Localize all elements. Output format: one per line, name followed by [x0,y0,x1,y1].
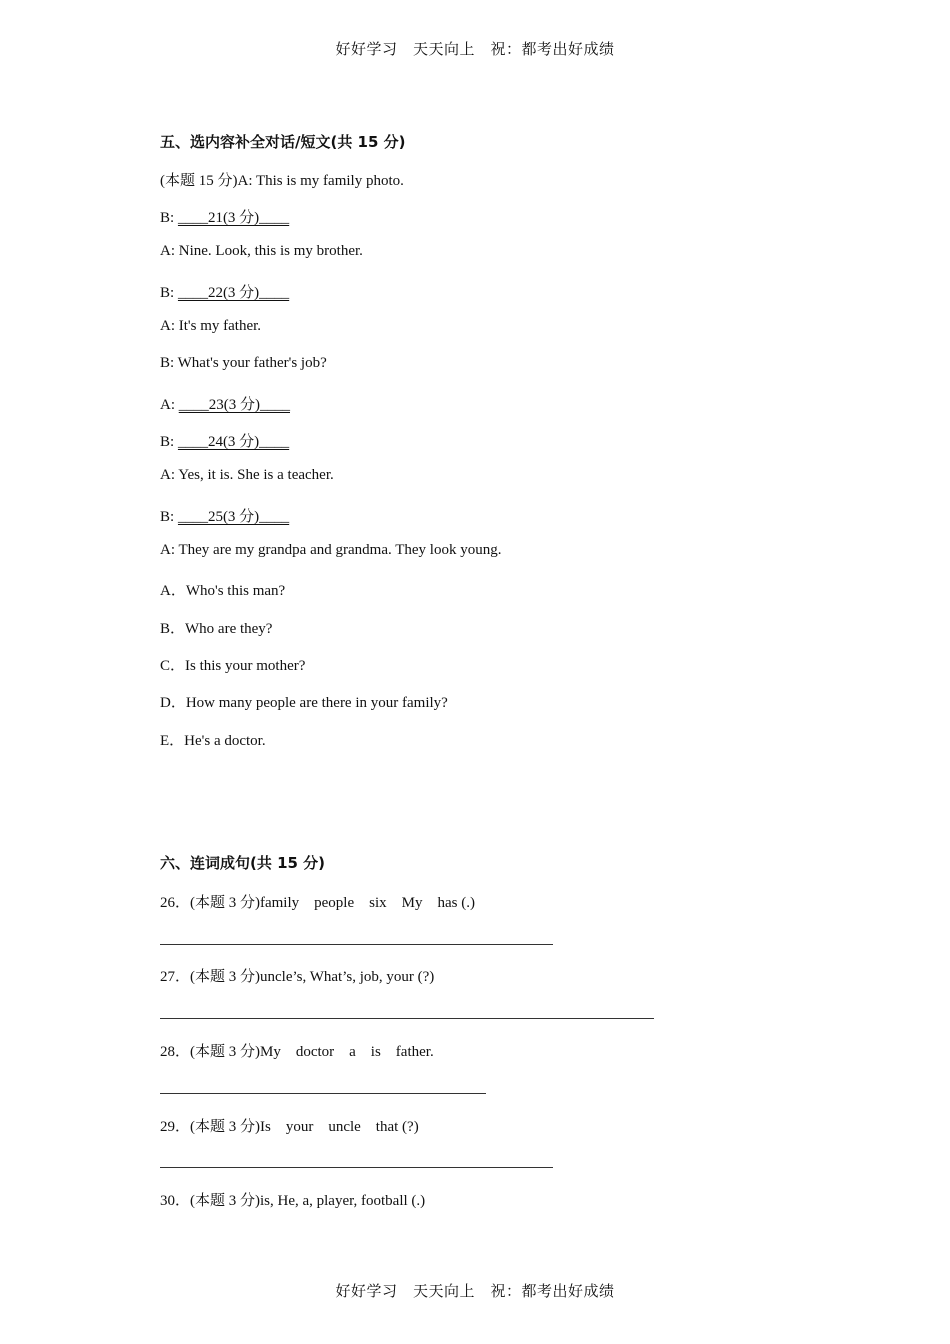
question-30: 30．(本题 3 分)is, He, a, player, football (.) [160,1193,426,1209]
page-header: 好好学习 天天向上 祝：都考出好成绩 [335,40,615,58]
answer-line-26[interactable] [160,944,553,945]
speaker-label: B: [160,434,178,450]
answer-line-27[interactable] [160,1018,654,1019]
answer-blank-23[interactable]: ____23(3 分)____ [178,397,290,413]
speaker-label: B: [160,285,178,301]
option-b: B．Who are they? [160,621,273,637]
answer-line-29[interactable] [160,1167,553,1168]
answer-blank-21[interactable]: ____21(3 分)____ [177,210,290,226]
dialogue-line-8: A: Yes, it is. She is a teacher. [160,467,334,483]
answer-blank-24[interactable]: ____24(3 分)____ [177,434,290,450]
dialogue-intro: (本题 15 分)A: This is my family photo. [160,173,404,189]
answer-blank-25[interactable]: ____25(3 分)____ [177,509,290,525]
option-e: E．He's a doctor. [160,733,266,749]
question-27: 27．(本题 3 分)uncle’s, What’s, job, your (?) [160,969,435,985]
dialogue-line-6 [160,393,290,414]
speaker-label: B: [160,509,178,525]
answer-blank-22[interactable]: ____22(3 分)____ [177,285,290,301]
option-c: C．Is this your mother? [160,658,306,674]
page-footer: 好好学习 天天向上 祝：都考出好成绩 [335,1282,615,1300]
dialogue-line-5: B: What's your father's job? [160,355,327,371]
dialogue-line-7 [160,430,289,451]
option-a: A．Who's this man? [160,583,286,599]
question-26: 26．(本题 3 分)family people six My has (.) [160,895,475,911]
dialogue-line-3 [160,281,289,302]
option-d: D．How many people are there in your family? [160,695,448,711]
dialogue-line-9 [160,505,289,526]
dialogue-line-1 [160,206,289,227]
section-title-5: 五、选内容补全对话/短文(共 15 分) [160,133,406,151]
answer-line-28[interactable] [160,1093,486,1094]
question-28: 28．(本题 3 分)My doctor a is father. [160,1044,434,1060]
section-title-6: 六、连词成句(共 15 分) [160,854,326,872]
speaker-label: B: [160,210,178,226]
dialogue-line-2: A: Nine. Look, this is my brother. [160,243,363,259]
speaker-label: A: [160,397,179,413]
dialogue-line-4: A: It's my father. [160,318,262,334]
question-29: 29．(本题 3 分)Is your uncle that (?) [160,1119,419,1135]
dialogue-line-10: A: They are my grandpa and grandma. They look young. [160,542,502,558]
